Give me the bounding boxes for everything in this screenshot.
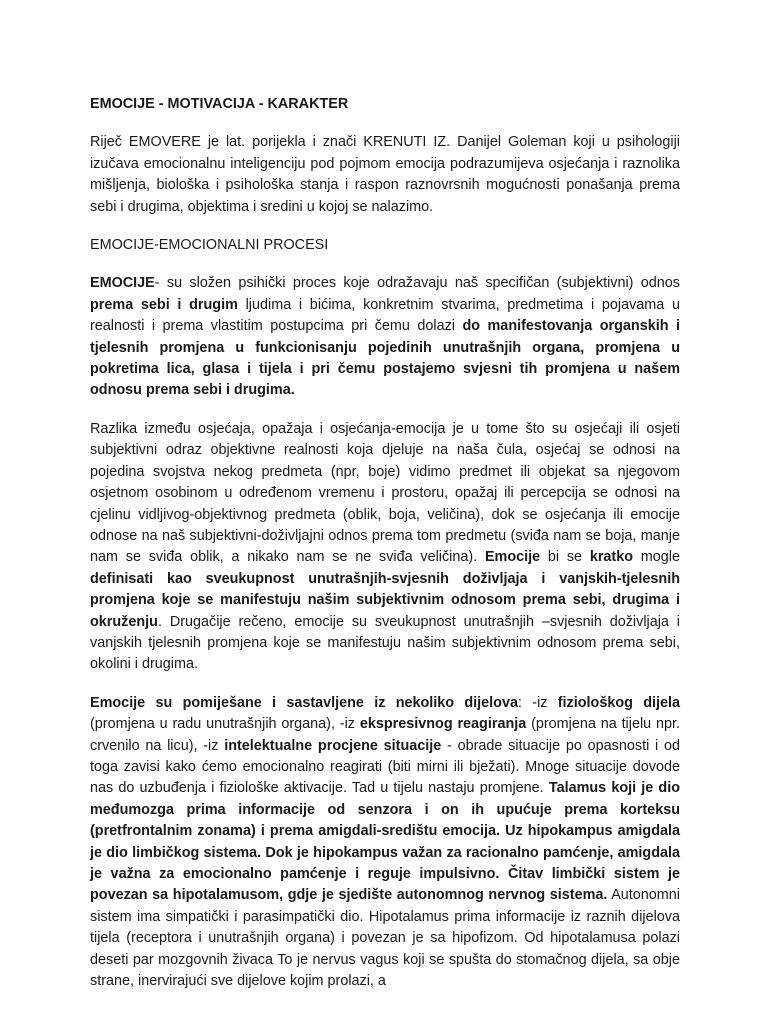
text-run: - obrade situacije po opasnosti i od toga zavisi kako ćemo emocionalno reagirati (biti mirni ili bježati). Mnoge situacije dovode nas do uzbuđenja i fiziološke aktivacije. Tad u tijelu nastaju promjene. xyxy=(90,737,680,797)
text-run: Autonomni sistem ima simpatički i parasimpatički dio. Hipotalamus prima informacije iz raznih dijelova tijela (receptora i unutrašnjih organa) i povezan je sa hipofizom. Od hipotalamusa polazi deseti par mozgovnih živaca To je nervus vagus koji se spušta do stomačnog dijela, sa obje strane, inervirajući sve dijelove kojim prolazi, a xyxy=(90,887,680,990)
bold-text-run: Emocije xyxy=(484,549,541,566)
section-heading: EMOCIJE-EMOCIONALNI PROCESI xyxy=(90,237,329,254)
text-run: - su složen psihički proces koje odražavaju naš specifičan (subjektivni) odnos xyxy=(154,275,680,292)
text-run: (promjena u radu unutrašnjih organa), -iz xyxy=(90,716,360,733)
paragraph-components xyxy=(90,693,680,993)
text-run: ljudima i bićima, konkretnim stvarima, predmetima i pojavama u realnosti i prema vlastitim postupcima pri čemu dolazi xyxy=(90,296,680,335)
paragraph-definition xyxy=(90,273,680,401)
paragraph-intro xyxy=(90,132,680,218)
bold-text-run: do manifestovanja organskih i tjelesnih promjena u funkcionisanju pojedinih unutrašnjih organa, promjena u pokretima lica, glasa i tijela i pri čemu postajemo svjesni tih promjena u našem odnosu prema sebi i drugima. xyxy=(90,318,680,399)
text-run: mogle xyxy=(633,549,680,566)
document-title: EMOCIJE - MOTIVACIJA - KARAKTER xyxy=(90,96,349,112)
bold-text-run: Emocije su pomiješane i sastavljene iz nekoliko dijelova xyxy=(90,694,518,711)
bold-text-run: fiziološkog dijela xyxy=(557,694,681,711)
bold-text-run: Talamus koji je dio međumozga prima informacije od senzora i on ih upućuje prema korteksu (pretfrontalnim zonama) i prema amigdali-središtu emocija. Uz hipokampus amigdala je dio limbičkog sistema. Dok je hipokampus važan za racionalno pamćenje, amigdala je važna za emocionalno pamćenje i reguje impulsivno. Čitav limbički sistem je povezan sa hipotalamusom, gdje je sjedište autonomnog nervnog sistema. xyxy=(90,780,680,904)
text-run: (promjena na tijelu npr. crvenilo na licu), -iz xyxy=(90,716,681,754)
paragraph-difference xyxy=(90,419,680,676)
bold-text-run: ekspresivnog reagiranja xyxy=(359,716,527,733)
bold-text-run: kratko xyxy=(589,549,634,566)
bold-text-run: prema sebi i drugim xyxy=(90,296,238,313)
text-run: Riječ EMOVERE je lat. porijekla i znači KRENUTI IZ. Danijel Goleman koji u psihologiji izučava emocionalnu inteligenciju pod pojmom emocija podrazumijeva osjećanja i raznolika mišljenja, biološka i psihološka stanja i raspon raznovrsnih mogućnosti ponašanja prema sebi i drugima, objektima i sredini u kojoj se nalazimo. xyxy=(90,134,680,215)
text-run: bi se xyxy=(540,549,590,566)
bold-text-run: definisati kao sveukupnost unutrašnjih-svjesnih doživljaja i vanjskih-tjelesnih promjena koje se manifestuju našim subjektivnim odnosom prema sebi, drugima i okruženju xyxy=(90,570,680,630)
text-run: . Drugačije rečeno, emocije su sveukupnost unutrašnjih –svjesnih doživljaja i vanjskih tjelesnih promjena koje se manifestuju našim subjektivnim odnosom prema sebi, okolini i drugima. xyxy=(90,613,680,673)
text-run: : -iz xyxy=(517,694,558,711)
text-run: Razlika između osjećaja, opažaja i osjećanja-emocija je u tome što su osjećaji ili osjeti subjektivni odraz objektivne realnosti koja djeluje na naša čula, osjećaj se odnosi na pojedina svojstva nekog predmeta (npr, boje) vidimo predmet ili objekat sa njegovom osjetnom osobinom u određenom vremenu i prostoru, opažaj ili percepcija se odnosi na cjelinu vidljivog-objektivnog predmeta (oblik, boja, veličina), dok se osjećanja ili emocije odnose na naš subjektivni-doživljajni odnos prema tom predmetu (sviđa nam se boja, manje nam se sviđa oblik, a nikako nam se ne sviđa veličina). xyxy=(90,420,680,566)
bold-text-run: intelektualne procjene situacije xyxy=(224,737,442,754)
bold-text-run: EMOCIJE xyxy=(90,275,155,292)
